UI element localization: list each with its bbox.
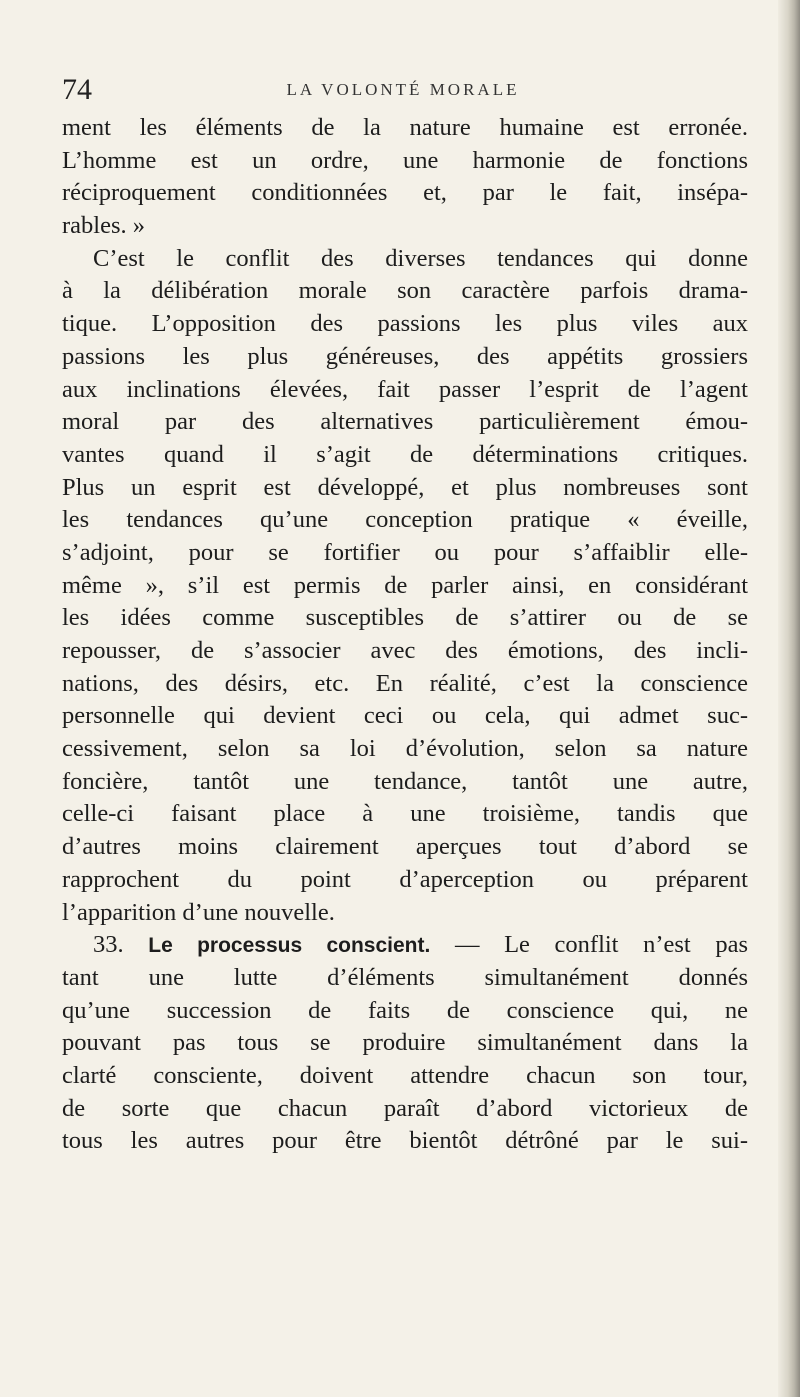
text-line: l’apparition d’une nouvelle. (62, 898, 335, 926)
text-line: réciproquement conditionnées et, par le fait, insépa- (62, 179, 748, 207)
text-line: personnelle qui devient ceci ou cela, qui admet suc- (62, 702, 748, 730)
text-line: repousser, de s’associer avec des émotions, des incli- (62, 637, 748, 664)
text-line: d’autres moins clairement aperçues tout d’abord se (62, 833, 748, 861)
text-line: aux inclinations élevées, fait passer l’esprit de l’agent (62, 375, 748, 403)
section-heading-line (62, 929, 748, 962)
text-line: moral par des alternatives particulièrement émou- (62, 408, 748, 436)
body-text (62, 112, 748, 1158)
paragraph-start-line: C’est le conflit des diverses tendances qui donne (93, 244, 748, 272)
running-head (62, 70, 744, 110)
text-line: pouvant pas tous se produire simultanément dans la (62, 1029, 748, 1057)
text-line: foncière, tantôt une tendance, tantôt une autre, (62, 767, 748, 795)
text-line: L’homme est un ordre, une harmonie de fonctions (62, 146, 748, 174)
text-line: de sorte que chacun paraît d’abord victorieux de (62, 1094, 748, 1122)
text-line: qu’une succession de faits de conscience qui, ne (62, 996, 748, 1024)
text-line: tous les autres pour être bientôt détrôné par le sui- (62, 1127, 748, 1155)
text-line: clarté consciente, doivent attendre chacun son tour, (62, 1061, 748, 1089)
page-number: 74 (62, 73, 92, 106)
text-line: ment les éléments de la nature humaine est erronée. (62, 114, 748, 141)
text-line: vantes quand il s’agit de déterminations critiques. (62, 440, 748, 468)
text-line: celle-ci faisant place à une troisième, tandis que (62, 800, 748, 828)
text-line: nations, des désirs, etc. En réalité, c’est la conscience (62, 669, 748, 697)
text-line: les tendances qu’une conception pratique « éveille, (62, 506, 748, 534)
text-line: Plus un esprit est développé, et plus nombreuses sont (62, 473, 748, 501)
text-line: s’adjoint, pour se fortifier ou pour s’affaiblir elle- (62, 538, 748, 566)
text-line: passions les plus généreuses, des appétits grossiers (62, 342, 748, 370)
section-first-line-rest: — Le conflit n’est pas (454, 931, 749, 959)
text-line: les idées comme susceptibles de s’attirer ou de se (62, 604, 748, 632)
section-number: 33. (93, 931, 124, 959)
text-line: cessivement, selon sa loi d’évolution, selon sa nature (62, 735, 748, 763)
text-line: rables. » (62, 212, 145, 240)
text-line: même », s’il est permis de parler ainsi, en considérant (62, 571, 748, 599)
text-line: à la délibération morale son caractère parfois drama- (62, 277, 748, 305)
text-line: tique. L’opposition des passions les plus viles aux (62, 310, 748, 338)
section-heading: Le processus conscient. (148, 934, 431, 958)
page-edge-shadow (778, 0, 800, 1397)
text-line: tant une lutte d’éléments simultanément donnés (62, 963, 748, 991)
running-head-title: LA VOLONTÉ MORALE (286, 80, 520, 99)
text-line: rapprochent du point d’aperception ou préparent (62, 865, 748, 893)
